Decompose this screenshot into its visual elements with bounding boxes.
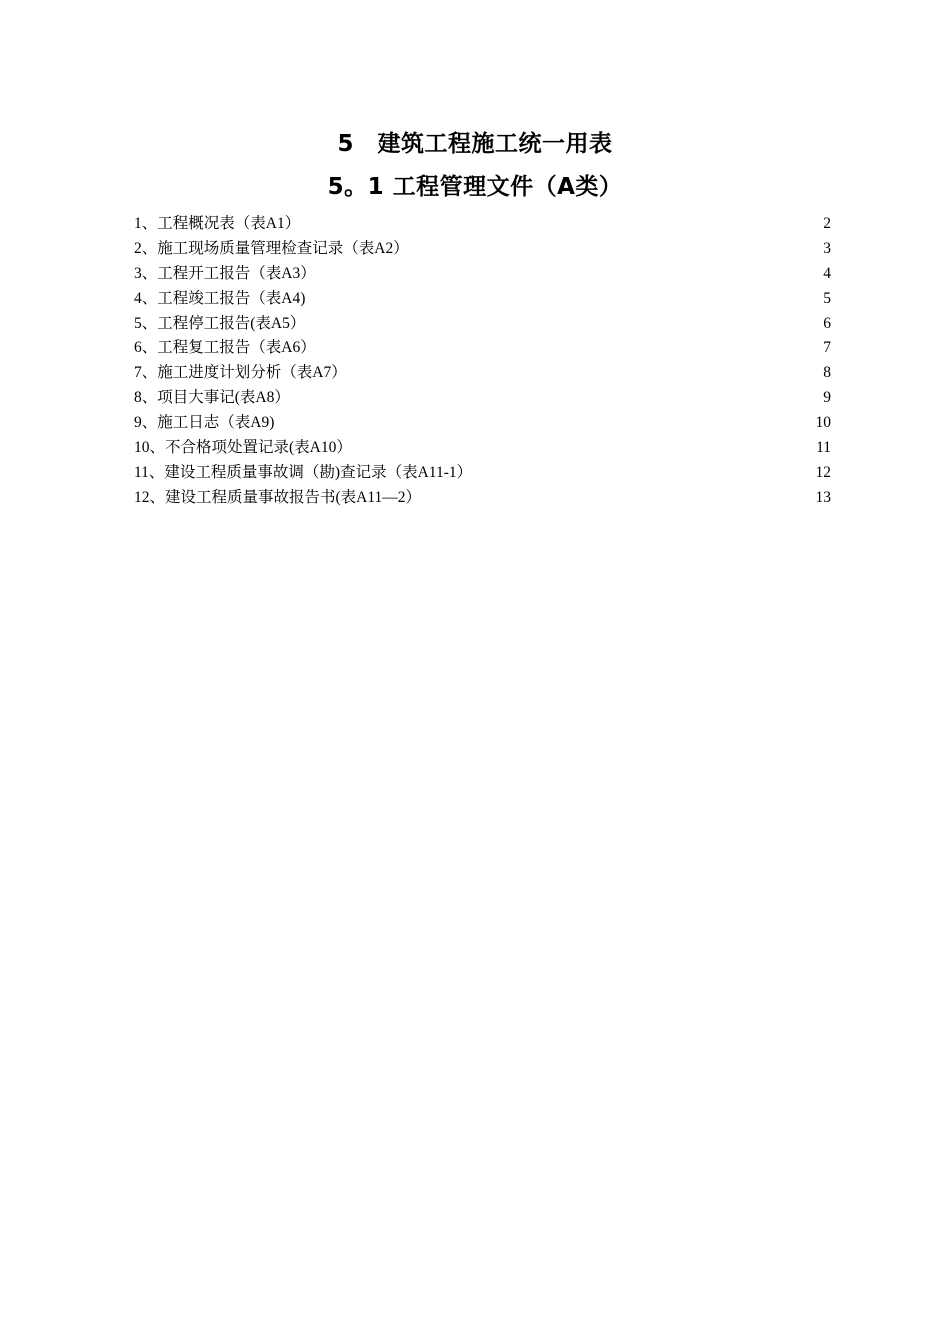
toc-entry-9[interactable]	[134, 411, 831, 436]
toc-entry-page: 6	[823, 314, 831, 332]
toc-entry-page: 12	[815, 463, 831, 481]
toc-entry-6[interactable]	[134, 336, 831, 361]
toc-entry-7[interactable]	[134, 361, 831, 386]
toc-entry-page: 11	[816, 439, 831, 457]
toc-entry-page: 4	[823, 264, 831, 282]
toc-entry-label: 1、工程概况表（表A1）	[134, 215, 301, 232]
toc-entry-5[interactable]	[134, 312, 831, 337]
toc-entry-label: 2、施工现场质量管理检查记录（表A2）	[134, 239, 409, 257]
toc-entry-label: 4、工程竣工报告（表A4)	[134, 289, 306, 307]
toc-entry-page: 2	[823, 215, 831, 232]
toc-entry-11[interactable]	[134, 461, 831, 486]
toc-entry-label: 7、施工进度计划分析（表A7）	[134, 364, 347, 382]
section-title: 5。1 工程管理文件（A类）	[327, 174, 623, 200]
toc-entry-label: 6、工程复工报告（表A6）	[134, 339, 316, 357]
toc-entry-label: 12、建设工程质量事故报告书(表A11—2）	[134, 488, 422, 506]
toc-entry-label: 11、建设工程质量事故调（勘)查记录（表A11-1）	[134, 463, 473, 481]
toc-entry-page: 10	[815, 414, 831, 432]
toc-entry-label: 3、工程开工报告（表A3）	[134, 264, 316, 282]
toc-entry-label: 10、不合格项处置记录(表A10）	[134, 439, 352, 457]
toc-entry-label: 9、施工日志（表A9)	[134, 414, 275, 432]
toc-entry-page: 13	[815, 488, 831, 506]
toc-entry-8[interactable]	[134, 386, 831, 411]
toc-entry-12[interactable]	[134, 486, 831, 511]
toc-entry-10[interactable]	[134, 436, 831, 461]
toc-entry-label: 5、工程停工报告(表A5）	[134, 314, 306, 332]
toc-entry-page: 3	[823, 239, 831, 257]
toc-entry-page: 8	[823, 364, 831, 382]
toc-entry-page: 5	[823, 289, 831, 307]
table-of-contents	[134, 212, 831, 511]
toc-entry-2[interactable]	[134, 237, 831, 262]
toc-entry-page: 9	[823, 389, 831, 407]
toc-entry-1[interactable]	[134, 212, 831, 237]
toc-entry-3[interactable]	[134, 262, 831, 287]
toc-entry-4[interactable]	[134, 287, 831, 312]
toc-entry-label: 8、项目大事记(表A8）	[134, 389, 290, 407]
chapter-title: 5 建筑工程施工统一用表	[337, 131, 613, 157]
toc-entry-page: 7	[823, 339, 831, 357]
